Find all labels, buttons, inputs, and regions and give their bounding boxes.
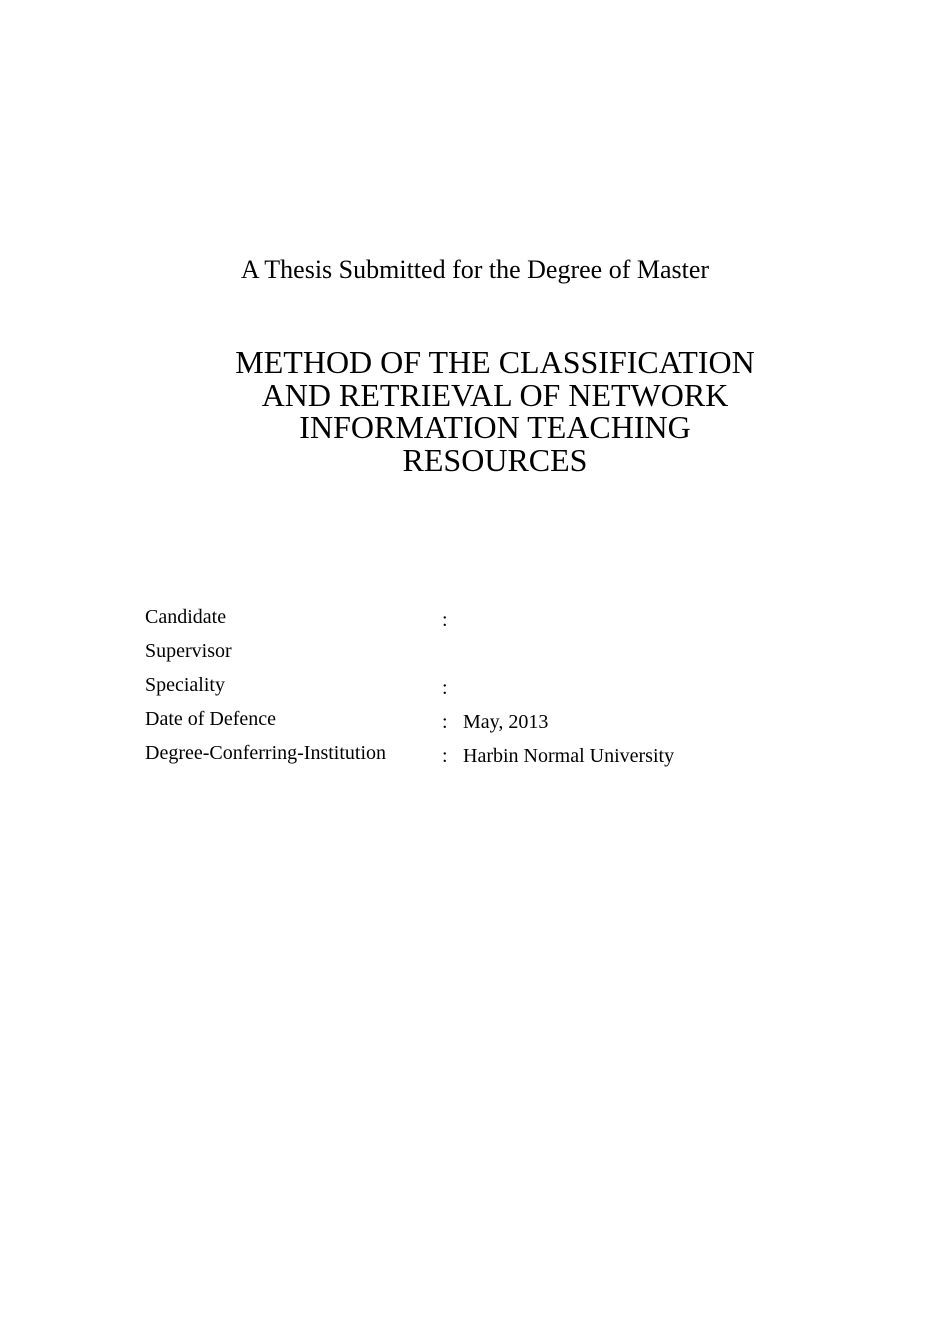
info-row-speciality	[145, 670, 805, 704]
institution-label: Degree-Conferring-Institution	[145, 742, 387, 764]
supervisor-label: Supervisor	[145, 640, 232, 662]
info-row-candidate	[145, 602, 805, 636]
speciality-label: Speciality	[145, 674, 225, 696]
institution-colon: :	[442, 745, 448, 767]
thesis-title-line: AND RETRIEVAL OF NETWORK	[261, 376, 729, 413]
thesis-info-table	[145, 602, 805, 772]
info-row-institution	[145, 738, 805, 772]
thesis-title	[180, 346, 810, 476]
info-row-date-of-defence	[145, 704, 805, 738]
thesis-title-line: INFORMATION TEACHING	[299, 409, 691, 445]
candidate-colon: :	[442, 609, 448, 631]
candidate-label: Candidate	[145, 606, 227, 628]
date-of-defence-value: May, 2013	[463, 711, 549, 733]
date-of-defence-label: Date of Defence	[145, 708, 277, 730]
thesis-title-line: METHOD OF THE CLASSIFICATION	[235, 344, 755, 380]
info-row-supervisor	[145, 636, 805, 670]
speciality-colon: :	[442, 677, 448, 699]
thesis-title-line: RESOURCES	[402, 441, 588, 478]
institution-value: Harbin Normal University	[463, 745, 675, 767]
degree-subtitle: A Thesis Submitted for the Degree of Master	[240, 255, 710, 284]
date-of-defence-colon: :	[442, 711, 448, 733]
